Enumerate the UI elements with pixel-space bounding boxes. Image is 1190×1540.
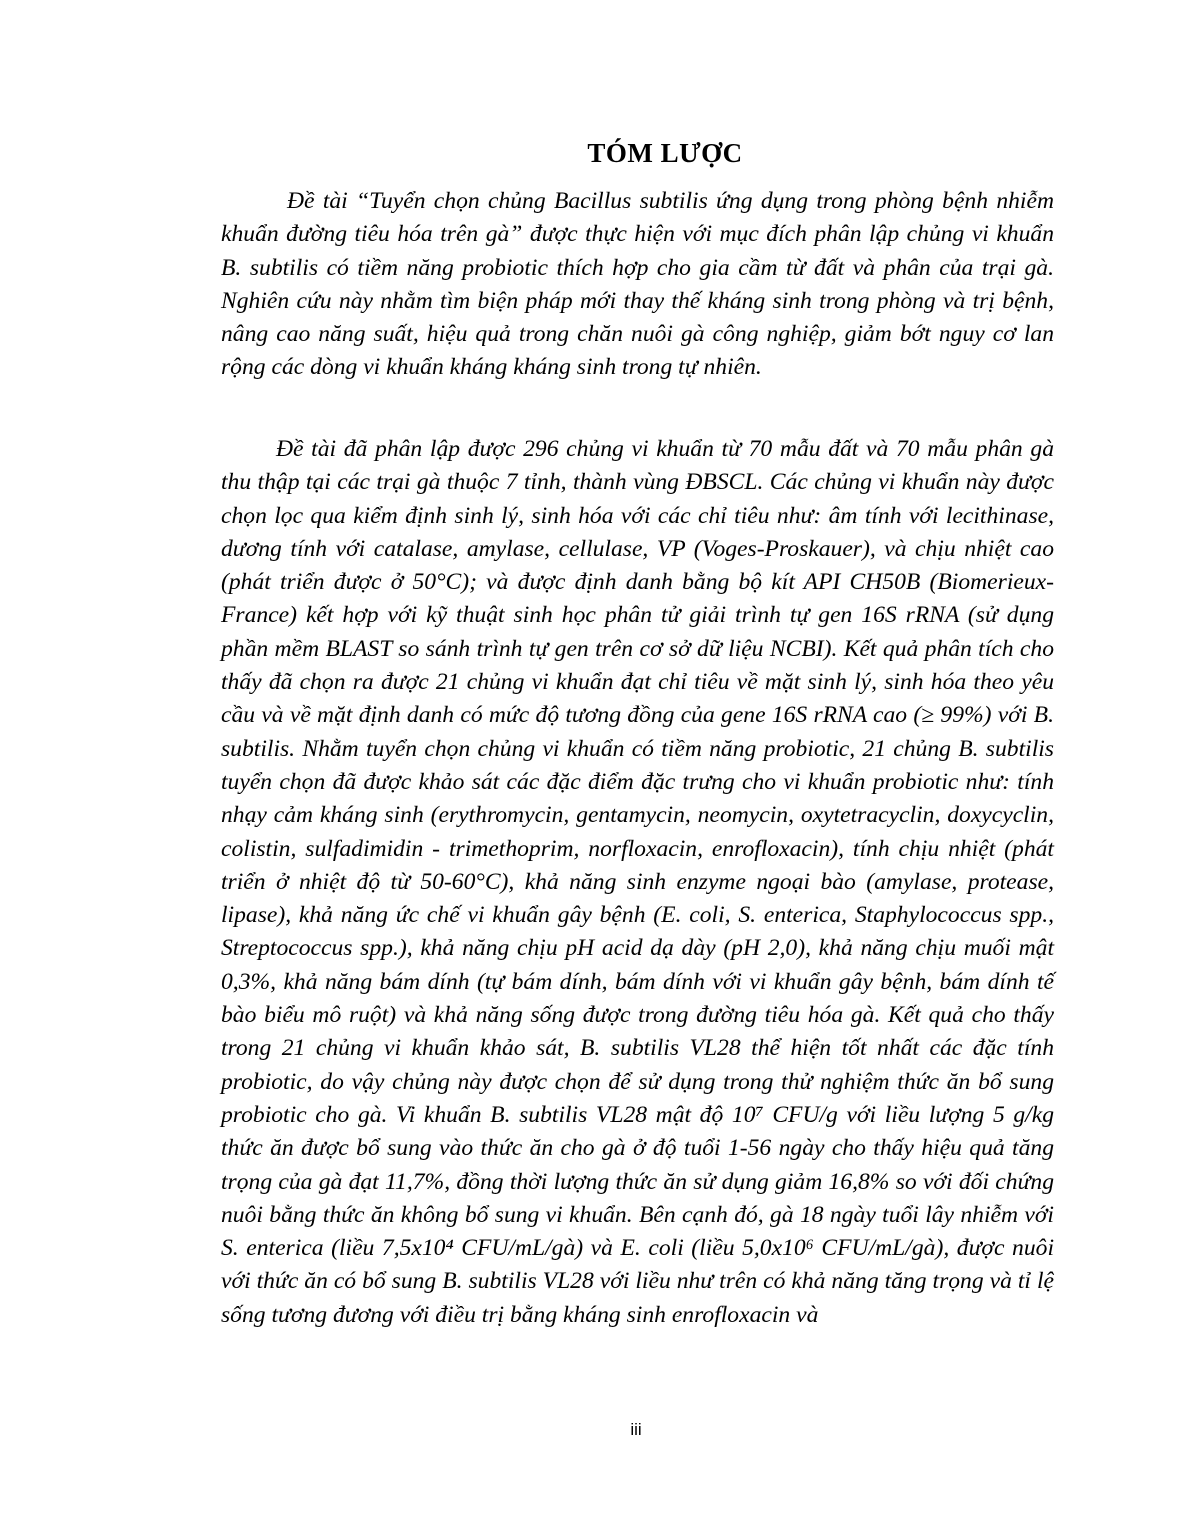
- page-number: iii: [630, 1420, 642, 1439]
- paragraph-1: Đề tài “Tuyển chọn chủng Bacillus subtilis ứng dụng trong phòng bệnh nhiễm khuẩn đường tiêu hóa trên gà” được thực hiện với mục đích phân lập chủng vi khuẩn B. subtilis có tiềm năng probiotic thích hợp cho gia cầm từ đất và phân của trại gà. Nghiên cứu này nhằm tìm biện pháp mới thay thế kháng sinh trong phòng và trị bệnh, nâng cao năng suất, hiệu quả trong chăn nuôi gà công nghiệp, giảm bớt nguy cơ lan rộng các dòng vi khuẩn kháng kháng sinh trong tự nhiên.: [221, 188, 1054, 381]
- paragraph-2: Đề tài đã phân lập được 296 chủng vi khuẩn từ 70 mẫu đất và 70 mẫu phân gà thu thập tại các trại gà thuộc 7 tỉnh, thành vùng ĐBSCL. Các chủng vi khuẩn này được chọn lọc qua kiểm định sinh lý, sinh hóa với các chỉ tiêu như: âm tính với lecithinase, dương tính với catalase, amylase, cellulase, VP (Voges-Proskauer), và chịu nhiệt cao (phát triển được ở 50°C); và được định danh bằng bộ kít API CH50B (Biomerieux-France) kết hợp với kỹ thuật sinh học phân tử giải trình tự gen 16S rRNA (sử dụng phần mềm BLAST so sánh trình tự gen trên cơ sở dữ liệu NCBI). Kết quả phân tích cho thấy đã chọn ra được 21 chủng vi khuẩn đạt chỉ tiêu về mặt sinh lý, sinh hóa theo yêu cầu và về mặt định danh có mức độ tương đồng của gene 16S rRNA cao (≥ 99%) với B. subtilis. Nhằm tuyển chọn chủng vi khuẩn có tiềm năng probiotic, 21 chủng B. subtilis tuyển chọn đã được khảo sát các đặc điểm đặc trưng cho vi khuẩn probiotic như: tính nhạy cảm kháng sinh (erythromycin, gentamycin, neomycin, oxytetracyclin, doxycyclin, colistin, sulfadimidin - trimethoprim, norfloxacin, enrofloxacin), tính chịu nhiệt (phát triển ở nhiệt độ từ 50-60°C), khả năng sinh enzyme ngoại bào (amylase, protease, lipase), khả năng ức chế vi khuẩn gây bệnh (E. coli, S. enterica, Staphylococcus spp., Streptococcus spp.), khả năng chịu pH acid dạ dày (pH 2,0), khả năng chịu muối mật 0,3%, khả năng bám dính (tự bám dính, bám dính với vi khuẩn gây bệnh, bám dính tế bào biểu mô ruột) và khả năng sống được trong đường tiêu hóa gà. Kết quả cho thấy trong 21 chủng vi khuẩn khảo sát, B. subtilis VL28 thể hiện tốt nhất các đặc tính probiotic, do vậy chủng này được chọn để sử dụng trong thử nghiệm thức ăn bổ sung probiotic cho gà. Vi khuẩn B. subtilis VL28 mật độ 10⁷ CFU/g với liều lượng 5 g/kg thức ăn được bổ sung vào thức ăn cho gà ở độ tuổi 1-56 ngày cho thấy hiệu quả tăng trọng của gà đạt 11,7%, đồng thời lượng thức ăn sử dụng giảm 16,8% so với đối chứng nuôi bằng thức ăn không bổ sung vi khuẩn. Bên cạnh đó, gà 18 ngày tuổi lây nhiễm với S. enterica (liều 7,5x10⁴ CFU/mL/gà) và E. coli (liều 5,0x10⁶ CFU/mL/gà), được nuôi với thức ăn có bổ sung B. subtilis VL28 với liều như trên có khả năng tăng trọng và tỉ lệ sống tương đương với điều trị bằng kháng sinh enrofloxacin và: [221, 436, 1054, 1328]
- page-title: TÓM LƯỢC: [587, 138, 743, 168]
